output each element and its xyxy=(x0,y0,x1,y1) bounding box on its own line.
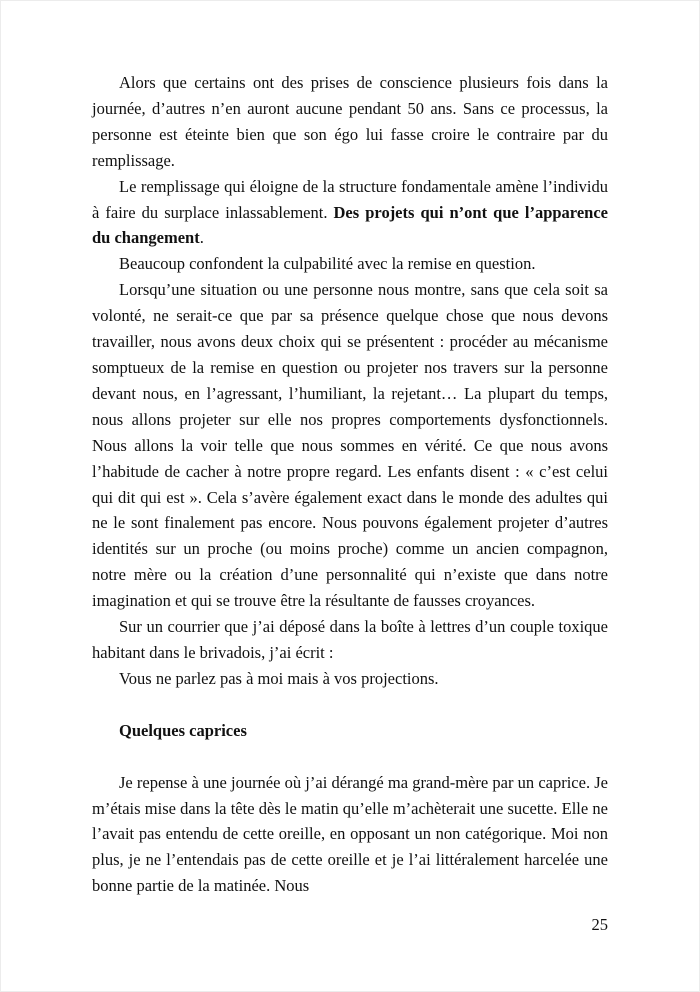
paragraph-3: Beaucoup confondent la culpabilité avec la remise en question. xyxy=(119,254,536,274)
paragraph-4: Lorsqu’une situation ou une personne nous montre, sans que cela soit sa volonté, ne serait-ce que par sa présence quelque chose que nous devons travailler, nous avons deux choix qui se présentent : procéder au mécanisme somptueux de la remise en question ou projeter nos travers sur la personne devant nous, en l’agressant, l’humiliant, la rejetant… La plupart du temps, nous allons projeter sur elle nos propres comportements dysfonctionnels. Nous allons la voir telle que nous sommes en vérité. Ce que nous avons l’habitude de cacher à notre propre regard. Les enfants disent : « c’est celui qui dit qui est ». Cela s’avère également exact dans le monde des adultes qui ne le sont finalement pas encore. Nous pouvons également projeter d’autres identités sur un proche (ou moins proche) comme un ancien compagnon, notre mère ou la création d’une personnalité qui n’existe que dans notre imagination et qui se trouve être la résultante de fausses croyances. xyxy=(92,280,608,611)
paragraph-2-text: Le remplissage qui éloigne de la structure fondamentale amène l’individu à faire du surplace inlassablement. xyxy=(92,176,608,222)
paragraph-1: Alors que certains ont des prises de conscience plusieurs fois dans la journée, d’autres n’en auront aucune pendant 50 ans. Sans ce processus, la personne est éteinte bien que son égo lui fasse croire le contraire par du remplissage. xyxy=(92,73,608,170)
paragraph-2-period: . xyxy=(199,228,204,248)
paragraph-7: Je repense à une journée où j’ai dérangé ma grand-mère par un caprice. Je m’étais mise dans la tête dès le matin qu’elle m’achèterait une sucette. Elle ne l’avait pas entendu de cette oreille, en opposant un non catégorique. Moi non plus, je ne l’entendais pas de cette oreille et je l’ai littéralement harcelée une bonne partie de la matinée. Nous xyxy=(92,772,608,896)
page-number: 25 xyxy=(591,915,608,934)
paragraph-5: Sur un courrier que j’ai déposé dans la boîte à lettres d’un couple toxique habitant dans le brivadois, j’ai écrit : xyxy=(92,617,608,662)
section-heading: Quelques caprices xyxy=(119,720,247,740)
paragraph-6: Vous ne parlez pas à moi mais à vos projections. xyxy=(119,668,439,688)
paragraph-2 xyxy=(92,174,608,252)
paragraph-2-bold-text: Des projets qui n’ont que l’apparence du changement xyxy=(92,202,608,248)
